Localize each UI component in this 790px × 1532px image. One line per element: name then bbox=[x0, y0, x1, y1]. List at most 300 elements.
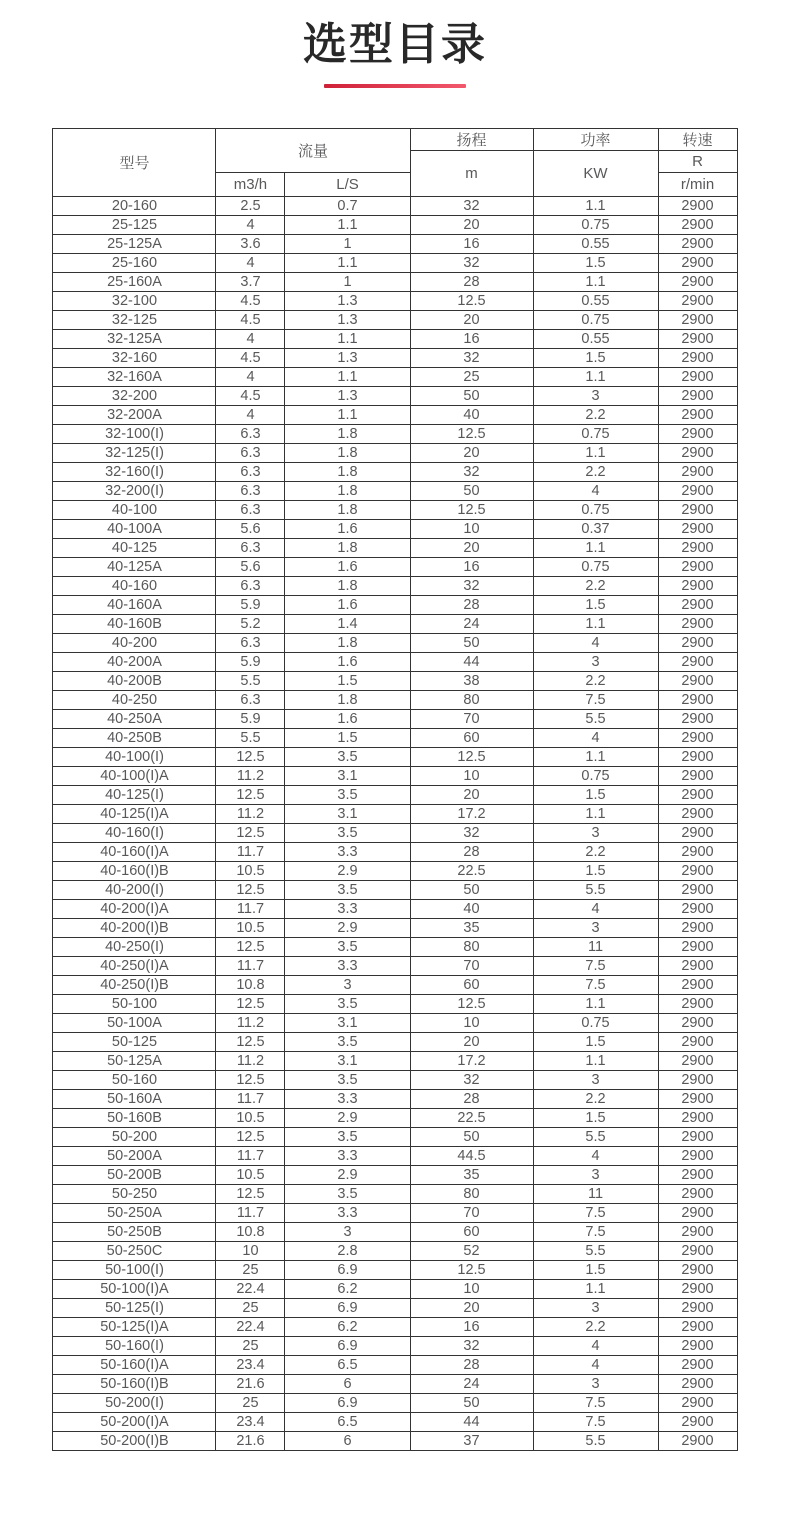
table-cell: 5.5 bbox=[216, 729, 285, 748]
table-row bbox=[53, 995, 737, 1014]
table-cell: 20 bbox=[410, 1299, 533, 1318]
table-cell: 10.5 bbox=[216, 1109, 285, 1128]
table-row bbox=[53, 634, 737, 653]
table-row bbox=[53, 824, 737, 843]
table-cell: 2900 bbox=[658, 235, 737, 254]
table-cell: 32-160(I) bbox=[53, 463, 216, 482]
table-cell: 1.8 bbox=[285, 691, 410, 710]
table-cell: 40-100(I)A bbox=[53, 767, 216, 786]
table-cell: 50-250C bbox=[53, 1242, 216, 1261]
table-cell: 17.2 bbox=[410, 805, 533, 824]
table-cell: 6.2 bbox=[285, 1280, 410, 1299]
table-cell: 1.8 bbox=[285, 634, 410, 653]
table-cell: 2900 bbox=[658, 406, 737, 425]
table-row bbox=[53, 1394, 737, 1413]
table-cell: 12.5 bbox=[410, 501, 533, 520]
table-cell: 40-125A bbox=[53, 558, 216, 577]
table-row bbox=[53, 976, 737, 995]
table-cell: 1.1 bbox=[285, 330, 410, 349]
table-cell: 50 bbox=[410, 1128, 533, 1147]
table-cell: 3.7 bbox=[216, 273, 285, 292]
table-cell: 2.9 bbox=[285, 1109, 410, 1128]
table-cell: 2.2 bbox=[533, 406, 658, 425]
table-cell: 40-125(I)A bbox=[53, 805, 216, 824]
table-cell: 50-125(I) bbox=[53, 1299, 216, 1318]
table-cell: 25-160A bbox=[53, 273, 216, 292]
table-row bbox=[53, 311, 737, 330]
table-cell: 2900 bbox=[658, 653, 737, 672]
table-cell: 1.5 bbox=[533, 1033, 658, 1052]
table-row bbox=[53, 216, 737, 235]
table-cell: 1.5 bbox=[285, 672, 410, 691]
table-cell: 3.1 bbox=[285, 1052, 410, 1071]
table-cell: 4 bbox=[533, 634, 658, 653]
table-cell: 32-160 bbox=[53, 349, 216, 368]
table-row bbox=[53, 1014, 737, 1033]
table-cell: 1.6 bbox=[285, 596, 410, 615]
table-cell: 40-100 bbox=[53, 501, 216, 520]
table-cell: 3.5 bbox=[285, 1128, 410, 1147]
table-cell: 6.9 bbox=[285, 1337, 410, 1356]
table-cell: 3.5 bbox=[285, 1071, 410, 1090]
col-header-model: 型号 bbox=[53, 129, 216, 197]
table-cell: 32-160A bbox=[53, 368, 216, 387]
table-cell: 4 bbox=[533, 1356, 658, 1375]
table-cell: 21.6 bbox=[216, 1432, 285, 1451]
table-row bbox=[53, 1413, 737, 1432]
table-cell: 70 bbox=[410, 710, 533, 729]
table-cell: 5.5 bbox=[216, 672, 285, 691]
table-row bbox=[53, 368, 737, 387]
table-cell: 28 bbox=[410, 1090, 533, 1109]
table-cell: 2900 bbox=[658, 938, 737, 957]
table-cell: 3.5 bbox=[285, 1185, 410, 1204]
table-cell: 2900 bbox=[658, 1299, 737, 1318]
table-row bbox=[53, 539, 737, 558]
table-cell: 5.5 bbox=[533, 881, 658, 900]
table-cell: 3.1 bbox=[285, 767, 410, 786]
table-cell: 3.5 bbox=[285, 881, 410, 900]
table-row bbox=[53, 387, 737, 406]
table-row bbox=[53, 748, 737, 767]
table-cell: 28 bbox=[410, 1356, 533, 1375]
table-cell: 3 bbox=[533, 653, 658, 672]
table-cell: 40-250B bbox=[53, 729, 216, 748]
table-cell: 5.9 bbox=[216, 653, 285, 672]
table-cell: 2900 bbox=[658, 634, 737, 653]
table-cell: 2900 bbox=[658, 1394, 737, 1413]
table-cell: 40-160B bbox=[53, 615, 216, 634]
table-cell: 2900 bbox=[658, 691, 737, 710]
table-cell: 2900 bbox=[658, 292, 737, 311]
table-cell: 10.5 bbox=[216, 862, 285, 881]
table-row bbox=[53, 1147, 737, 1166]
table-cell: 32-200(I) bbox=[53, 482, 216, 501]
table-cell: 3.3 bbox=[285, 957, 410, 976]
table-cell: 2900 bbox=[658, 615, 737, 634]
table-cell: 12.5 bbox=[410, 1261, 533, 1280]
table-header bbox=[53, 129, 737, 197]
table-cell: 16 bbox=[410, 330, 533, 349]
table-cell: 2900 bbox=[658, 1052, 737, 1071]
table-cell: 2.9 bbox=[285, 1166, 410, 1185]
table-cell: 50 bbox=[410, 1394, 533, 1413]
table-cell: 50-200(I)A bbox=[53, 1413, 216, 1432]
table-cell: 3 bbox=[533, 1166, 658, 1185]
table-cell: 40-200(I)B bbox=[53, 919, 216, 938]
table-cell: 6.2 bbox=[285, 1318, 410, 1337]
table-row bbox=[53, 843, 737, 862]
table-cell: 1.5 bbox=[533, 596, 658, 615]
table-cell: 4 bbox=[533, 1337, 658, 1356]
table-cell: 0.75 bbox=[533, 558, 658, 577]
table-cell: 2900 bbox=[658, 1318, 737, 1337]
table-row bbox=[53, 691, 737, 710]
table-cell: 2900 bbox=[658, 1090, 737, 1109]
table-cell: 28 bbox=[410, 273, 533, 292]
table-row bbox=[53, 900, 737, 919]
table-cell: 2900 bbox=[658, 330, 737, 349]
table-cell: 0.37 bbox=[533, 520, 658, 539]
table-cell: 4 bbox=[216, 330, 285, 349]
table-cell: 25 bbox=[216, 1299, 285, 1318]
table-cell: 32 bbox=[410, 824, 533, 843]
table-cell: 50-125(I)A bbox=[53, 1318, 216, 1337]
table-cell: 32-100(I) bbox=[53, 425, 216, 444]
table-cell: 3 bbox=[533, 1071, 658, 1090]
table-cell: 12.5 bbox=[216, 748, 285, 767]
table-cell: 2900 bbox=[658, 824, 737, 843]
table-row bbox=[53, 1356, 737, 1375]
table-cell: 1.5 bbox=[533, 1261, 658, 1280]
table-cell: 11.7 bbox=[216, 1147, 285, 1166]
table-cell: 7.5 bbox=[533, 1223, 658, 1242]
table-cell: 1.5 bbox=[533, 862, 658, 881]
table-cell: 40-160(I) bbox=[53, 824, 216, 843]
table-cell: 20 bbox=[410, 539, 533, 558]
table-cell: 44 bbox=[410, 653, 533, 672]
table-cell: 2.2 bbox=[533, 577, 658, 596]
table-cell: 2900 bbox=[658, 786, 737, 805]
table-cell: 1.5 bbox=[533, 786, 658, 805]
table-cell: 2900 bbox=[658, 197, 737, 216]
table-cell: 40-125(I) bbox=[53, 786, 216, 805]
table-cell: 1.5 bbox=[533, 254, 658, 273]
col-header-flow-m3h: m3/h bbox=[216, 173, 285, 197]
table-cell: 1.3 bbox=[285, 292, 410, 311]
table-cell: 5.9 bbox=[216, 710, 285, 729]
table-cell: 50 bbox=[410, 387, 533, 406]
table-cell: 25 bbox=[216, 1261, 285, 1280]
table-cell: 2900 bbox=[658, 748, 737, 767]
table-cell: 7.5 bbox=[533, 1413, 658, 1432]
table-row bbox=[53, 1223, 737, 1242]
table-cell: 2.2 bbox=[533, 463, 658, 482]
table-cell: 23.4 bbox=[216, 1356, 285, 1375]
table-row bbox=[53, 881, 737, 900]
table-cell: 0.75 bbox=[533, 311, 658, 330]
table-cell: 1.1 bbox=[533, 615, 658, 634]
table-cell: 2900 bbox=[658, 387, 737, 406]
table-cell: 50-200(I) bbox=[53, 1394, 216, 1413]
table-cell: 21.6 bbox=[216, 1375, 285, 1394]
table-cell: 50-160 bbox=[53, 1071, 216, 1090]
table-cell: 32 bbox=[410, 577, 533, 596]
table-cell: 40-200A bbox=[53, 653, 216, 672]
col-header-speed-unit-r: R bbox=[658, 151, 737, 173]
table-cell: 50-100 bbox=[53, 995, 216, 1014]
table-row bbox=[53, 957, 737, 976]
table-cell: 40-250(I) bbox=[53, 938, 216, 957]
table-cell: 38 bbox=[410, 672, 533, 691]
table-cell: 2900 bbox=[658, 558, 737, 577]
table-cell: 12.5 bbox=[216, 938, 285, 957]
table-cell: 7.5 bbox=[533, 1204, 658, 1223]
table-cell: 2900 bbox=[658, 444, 737, 463]
table-cell: 1.3 bbox=[285, 349, 410, 368]
table-cell: 1.6 bbox=[285, 520, 410, 539]
table-cell: 1 bbox=[285, 235, 410, 254]
table-cell: 6 bbox=[285, 1432, 410, 1451]
table-cell: 32-125A bbox=[53, 330, 216, 349]
table-cell: 3 bbox=[533, 824, 658, 843]
table-cell: 1.8 bbox=[285, 463, 410, 482]
table-cell: 2900 bbox=[658, 729, 737, 748]
table-cell: 2900 bbox=[658, 349, 737, 368]
table-cell: 4 bbox=[533, 900, 658, 919]
table-row bbox=[53, 577, 737, 596]
table-cell: 11.2 bbox=[216, 767, 285, 786]
table-cell: 28 bbox=[410, 843, 533, 862]
table-cell: 2.2 bbox=[533, 672, 658, 691]
table-cell: 2900 bbox=[658, 710, 737, 729]
table-cell: 50-250A bbox=[53, 1204, 216, 1223]
table-cell: 0.75 bbox=[533, 501, 658, 520]
table-cell: 32-100 bbox=[53, 292, 216, 311]
table-cell: 5.5 bbox=[533, 710, 658, 729]
table-row bbox=[53, 805, 737, 824]
table-cell: 50-160A bbox=[53, 1090, 216, 1109]
table-cell: 25-125A bbox=[53, 235, 216, 254]
table-cell: 1.3 bbox=[285, 387, 410, 406]
table-cell: 6.5 bbox=[285, 1356, 410, 1375]
table-row bbox=[53, 1299, 737, 1318]
table-cell: 5.6 bbox=[216, 558, 285, 577]
col-header-power: 功率 bbox=[533, 129, 658, 151]
table-cell: 50-100A bbox=[53, 1014, 216, 1033]
table-cell: 2900 bbox=[658, 1204, 737, 1223]
table-cell: 50 bbox=[410, 881, 533, 900]
table-cell: 2900 bbox=[658, 425, 737, 444]
table-cell: 2.9 bbox=[285, 919, 410, 938]
table-body bbox=[53, 197, 737, 1451]
table-cell: 1.5 bbox=[533, 1109, 658, 1128]
table-cell: 2900 bbox=[658, 862, 737, 881]
table-row bbox=[53, 444, 737, 463]
table-cell: 16 bbox=[410, 1318, 533, 1337]
table-cell: 1.8 bbox=[285, 444, 410, 463]
table-cell: 20-160 bbox=[53, 197, 216, 216]
table-cell: 4.5 bbox=[216, 349, 285, 368]
header-row-1 bbox=[53, 129, 737, 151]
table-cell: 10 bbox=[216, 1242, 285, 1261]
table-cell: 11.7 bbox=[216, 843, 285, 862]
table-cell: 3.5 bbox=[285, 748, 410, 767]
table-cell: 6.3 bbox=[216, 577, 285, 596]
table-row bbox=[53, 1071, 737, 1090]
table-cell: 2900 bbox=[658, 311, 737, 330]
table-cell: 2.2 bbox=[533, 1318, 658, 1337]
table-cell: 2900 bbox=[658, 463, 737, 482]
table-cell: 2900 bbox=[658, 1033, 737, 1052]
table-cell: 3.3 bbox=[285, 843, 410, 862]
table-cell: 0.75 bbox=[533, 216, 658, 235]
table-cell: 1.8 bbox=[285, 425, 410, 444]
table-cell: 50-200 bbox=[53, 1128, 216, 1147]
table-row bbox=[53, 767, 737, 786]
table-cell: 44.5 bbox=[410, 1147, 533, 1166]
table-cell: 7.5 bbox=[533, 1394, 658, 1413]
table-row bbox=[53, 235, 737, 254]
table-cell: 3 bbox=[533, 1375, 658, 1394]
table-row bbox=[53, 558, 737, 577]
table-cell: 11.7 bbox=[216, 1090, 285, 1109]
table-cell: 37 bbox=[410, 1432, 533, 1451]
table-cell: 2900 bbox=[658, 520, 737, 539]
table-cell: 20 bbox=[410, 216, 533, 235]
table-cell: 5.5 bbox=[533, 1242, 658, 1261]
table-cell: 40-160(I)B bbox=[53, 862, 216, 881]
table-row bbox=[53, 254, 737, 273]
table-cell: 1.1 bbox=[533, 748, 658, 767]
table-cell: 1.8 bbox=[285, 482, 410, 501]
table-cell: 32 bbox=[410, 254, 533, 273]
table-cell: 32 bbox=[410, 463, 533, 482]
table-cell: 6.9 bbox=[285, 1394, 410, 1413]
table-cell: 2900 bbox=[658, 1014, 737, 1033]
table-cell: 60 bbox=[410, 976, 533, 995]
table-cell: 12.5 bbox=[216, 1033, 285, 1052]
table-cell: 2900 bbox=[658, 957, 737, 976]
table-cell: 6.3 bbox=[216, 539, 285, 558]
table-row bbox=[53, 1128, 737, 1147]
table-cell: 12.5 bbox=[216, 1185, 285, 1204]
table-cell: 3.5 bbox=[285, 938, 410, 957]
table-row bbox=[53, 292, 737, 311]
table-cell: 25 bbox=[216, 1394, 285, 1413]
table-cell: 2900 bbox=[658, 1413, 737, 1432]
table-row bbox=[53, 1166, 737, 1185]
table-cell: 32-200A bbox=[53, 406, 216, 425]
table-cell: 4.5 bbox=[216, 311, 285, 330]
table-cell: 50-200(I)B bbox=[53, 1432, 216, 1451]
table-cell: 6.3 bbox=[216, 691, 285, 710]
table-cell: 12.5 bbox=[216, 1128, 285, 1147]
table-cell: 40-200(I)A bbox=[53, 900, 216, 919]
table-cell: 2900 bbox=[658, 843, 737, 862]
table-row bbox=[53, 482, 737, 501]
table-cell: 12.5 bbox=[410, 292, 533, 311]
table-cell: 32-200 bbox=[53, 387, 216, 406]
col-header-flow: 流量 bbox=[216, 129, 410, 173]
table-cell: 1.1 bbox=[285, 216, 410, 235]
table-cell: 40 bbox=[410, 406, 533, 425]
table-cell: 2900 bbox=[658, 919, 737, 938]
table-cell: 1.5 bbox=[285, 729, 410, 748]
table-row bbox=[53, 197, 737, 216]
table-row bbox=[53, 330, 737, 349]
table-cell: 1.1 bbox=[533, 368, 658, 387]
table-cell: 2900 bbox=[658, 1337, 737, 1356]
table-cell: 12.5 bbox=[410, 425, 533, 444]
table-cell: 4 bbox=[216, 368, 285, 387]
table-row bbox=[53, 1204, 737, 1223]
table-cell: 1.1 bbox=[533, 197, 658, 216]
table-cell: 1.8 bbox=[285, 539, 410, 558]
table-cell: 11 bbox=[533, 1185, 658, 1204]
table-row bbox=[53, 463, 737, 482]
col-header-head: 扬程 bbox=[410, 129, 533, 151]
table-row bbox=[53, 1337, 737, 1356]
table-cell: 12.5 bbox=[216, 881, 285, 900]
table-row bbox=[53, 1109, 737, 1128]
table-row bbox=[53, 710, 737, 729]
table-cell: 32 bbox=[410, 197, 533, 216]
table-cell: 6 bbox=[285, 1375, 410, 1394]
table-cell: 12.5 bbox=[216, 1071, 285, 1090]
table-cell: 1.8 bbox=[285, 501, 410, 520]
table-cell: 2.5 bbox=[216, 197, 285, 216]
table-cell: 1.3 bbox=[285, 311, 410, 330]
table-cell: 4 bbox=[533, 1147, 658, 1166]
table-cell: 2900 bbox=[658, 539, 737, 558]
table-cell: 1.1 bbox=[533, 1280, 658, 1299]
table-cell: 35 bbox=[410, 919, 533, 938]
table-cell: 6.3 bbox=[216, 463, 285, 482]
table-cell: 5.2 bbox=[216, 615, 285, 634]
table-cell: 80 bbox=[410, 938, 533, 957]
table-row bbox=[53, 596, 737, 615]
col-header-head-unit: m bbox=[410, 151, 533, 197]
table-cell: 2900 bbox=[658, 1375, 737, 1394]
table-cell: 2900 bbox=[658, 900, 737, 919]
table-cell: 2900 bbox=[658, 1071, 737, 1090]
table-cell: 1.6 bbox=[285, 558, 410, 577]
table-cell: 40-125 bbox=[53, 539, 216, 558]
table-cell: 40-200(I) bbox=[53, 881, 216, 900]
table-cell: 80 bbox=[410, 1185, 533, 1204]
table-cell: 1.1 bbox=[533, 995, 658, 1014]
table-cell: 2900 bbox=[658, 1223, 737, 1242]
table-cell: 40-250(I)A bbox=[53, 957, 216, 976]
table-cell: 6.9 bbox=[285, 1261, 410, 1280]
table-cell: 1.1 bbox=[533, 1052, 658, 1071]
table-row bbox=[53, 653, 737, 672]
table-row bbox=[53, 501, 737, 520]
table-row bbox=[53, 349, 737, 368]
table-cell: 2900 bbox=[658, 1147, 737, 1166]
table-cell: 11.2 bbox=[216, 1014, 285, 1033]
table-cell: 20 bbox=[410, 1033, 533, 1052]
table-cell: 3 bbox=[285, 1223, 410, 1242]
table-cell: 2900 bbox=[658, 1356, 737, 1375]
table-cell: 2900 bbox=[658, 596, 737, 615]
table-row bbox=[53, 406, 737, 425]
table-cell: 50-160(I) bbox=[53, 1337, 216, 1356]
table-row bbox=[53, 1318, 737, 1337]
table-cell: 2900 bbox=[658, 1280, 737, 1299]
table-cell: 22.4 bbox=[216, 1318, 285, 1337]
